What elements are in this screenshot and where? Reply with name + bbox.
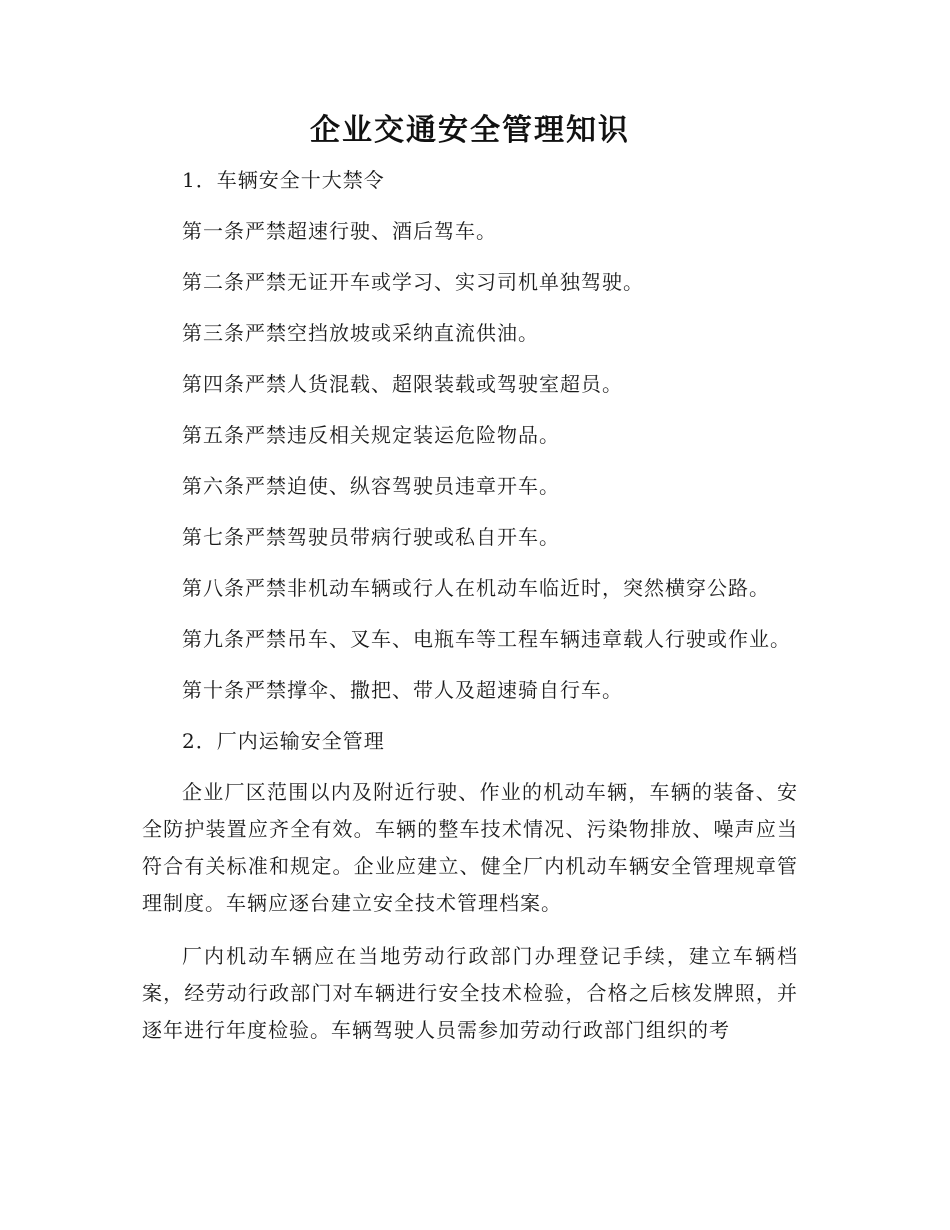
body-paragraph: 企业厂区范围以内及附近行驶、作业的机动车辆，车辆的装备、安全防护装置应齐全有效。车辆的整车技术情况、污染物排放、噪声应当符合有关标准和规定。企业应建立、健全厂内机动车辆安全管理规章管理制度。车辆应逐台建立安全技术管理档案。 <box>142 780 798 915</box>
rule-paragraph: 第三条严禁空挡放坡或采纳直流供油。 <box>182 321 539 345</box>
rule-paragraph: 第四条严禁人货混载、超限装载或驾驶室超员。 <box>182 372 623 396</box>
body-paragraph: 厂内机动车辆应在当地劳动行政部门办理登记手续，建立车辆档案，经劳动行政部门对车辆进行安全技术检验，合格之后核发牌照，并逐年进行年度检验。车辆驾驶人员需参加劳动行政部门组织的考 <box>142 944 798 1042</box>
section-heading-1: 1．车辆安全十大禁令 <box>182 168 385 192</box>
rule-paragraph: 第六条严禁迫使、纵容驾驶员违章开车。 <box>182 474 560 498</box>
rule-paragraph: 第十条严禁撑伞、撒把、带人及超速骑自行车。 <box>182 678 623 702</box>
rule-paragraph: 第一条严禁超速行驶、酒后驾车。 <box>182 219 497 243</box>
rule-paragraph: 第九条严禁吊车、叉车、电瓶车等工程车辆违章载人行驶或作业。 <box>182 627 791 651</box>
section-heading-2: 2．厂内运输安全管理 <box>182 729 385 753</box>
rule-paragraph: 第七条严禁驾驶员带病行驶或私自开车。 <box>182 525 560 549</box>
rule-paragraph: 第二条严禁无证开车或学习、实习司机单独驾驶。 <box>182 270 644 294</box>
document-title: 企业交通安全管理知识 <box>310 113 630 148</box>
document-page <box>142 108 798 1049</box>
rule-paragraph: 第八条严禁非机动车辆或行人在机动车临近时，突然横穿公路。 <box>182 576 770 600</box>
rule-paragraph: 第五条严禁违反相关规定装运危险物品。 <box>182 423 560 447</box>
